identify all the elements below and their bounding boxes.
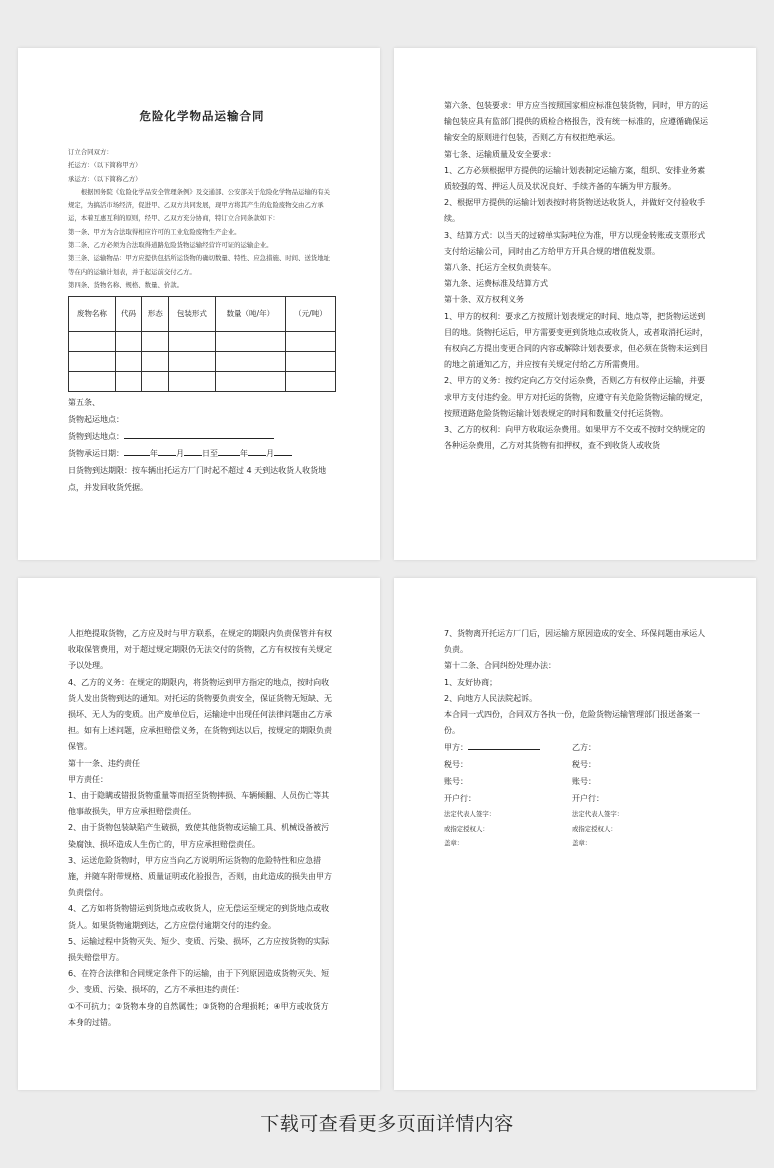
- destination-label: 货物到达地点：: [68, 432, 124, 442]
- arrival-deadline: 日货物到达期限：按车辆出托运方厂门时起不超过 4 天到达收货人收货地点，并发回收货凭据。: [68, 466, 327, 493]
- page-2-content: [444, 98, 712, 454]
- article-7-item-1: 1、乙方必须根据甲方提供的运输计划表制定运输方案，组织、安排业务素质较强的驾、押运人员及状况良好、手续齐备的车辆为甲方服务。: [444, 165, 706, 192]
- table-cell: [215, 372, 285, 392]
- document-page-2: [394, 48, 756, 560]
- table-header-cell: 包装形式: [169, 297, 216, 332]
- party-b-label: 乙方：: [572, 743, 596, 753]
- party-a-line: 托运方：（以下简称甲方）: [68, 161, 142, 170]
- article-10-item-3: 3、乙方的权利：向甲方收取运杂费用。如果甲方不交或不按时交纳规定的各种运杂费用，乙方对其货物有扣押权，查不到收货人或收货: [444, 425, 706, 451]
- article-8: 第八条、托运方全权负责装车。: [444, 263, 556, 273]
- party-b-line: 承运方：（以下简称乙方）: [68, 174, 142, 183]
- page-1-content: [68, 108, 336, 496]
- table-cell: [215, 332, 285, 352]
- table-cell: [285, 372, 335, 392]
- table-row: [69, 332, 336, 352]
- item-7: 7、货物离开托运方厂门后，因运输方原因造成的安全、环保问题由承运人负责。: [444, 629, 706, 655]
- carrier-obligations: 4、乙方的义务：在规定的期限内，将货物运到甲方指定的地点，按时向收货人发出货物到达的通知。对托运的货物要负责安全，保证货物无短缺、无损坏、无人为的变质。出产废单位后，运输途中出现任何法律问题由乙方承担。如有上述问题，应承担赔偿义务，在货物到达以后，按规定的期限负责保管。: [68, 677, 332, 752]
- article-1: 第一条、甲方为合法取得相应许可的工业危险废物生产企业。: [68, 227, 241, 236]
- article-3: 第三条、运输物品：甲方应提供包括所运货物的确切数量、特性、应急措施、时间、送货地址等在内的运输计划表，并于起运前交付乙方。: [68, 254, 331, 276]
- exemption-list: ①不可抗力；②货物本身的自然属性；③货物的合理损耗；④甲方或收货方本身的过错。: [68, 1001, 329, 1027]
- table-header-cell: 数量（吨/年）: [215, 297, 285, 332]
- party-a-account-label: 账号：: [444, 777, 468, 787]
- article-4: 第四条、货物名称、规格、数量、价款。: [68, 280, 184, 289]
- party-b-agent-label: 或指定授权人：: [572, 824, 617, 833]
- dispute-option-2: 2、向地方人民法院起诉。: [444, 693, 538, 703]
- parties-intro: 订立合同双方：: [68, 148, 113, 156]
- download-more-banner[interactable]: 下载可查看更多页面详情内容: [260, 1113, 514, 1135]
- legal-rep-row: [444, 807, 712, 822]
- party-b-bank-label: 开户行：: [572, 794, 604, 804]
- party-a-tax-label: 税号：: [444, 760, 468, 770]
- party-a-blank: [468, 740, 540, 750]
- table-header-cell: 形态: [142, 297, 169, 332]
- article-10: 第十条、双方权利义务: [444, 295, 524, 305]
- article-9: 第九条、运费标准及结算方式: [444, 279, 548, 289]
- copies-clause: 本合同一式四份，合同双方各执一份，危险货物运输管理部门报送备案一份。: [444, 710, 700, 736]
- document-page-3: [18, 578, 380, 1090]
- table-header-cell: （元/吨）: [285, 297, 335, 332]
- article-7-item-3: 3、结算方式：以当天的过磅单实际吨位为准，甲方以现金转账或支票形式支付给运输公司，同时由乙方给甲方开具合规的增值税发票。: [444, 230, 706, 256]
- table-cell: [115, 372, 142, 392]
- destination-line: [68, 428, 336, 445]
- tax-number-row: [444, 756, 712, 773]
- party-a-legal-rep-label: 法定代表人签字：: [444, 810, 496, 819]
- article-7: 第七条、运输质量及安全要求：: [444, 149, 556, 159]
- page-3-content: [68, 626, 336, 1031]
- document-title: 危险化学物品运输合同: [139, 109, 265, 123]
- party-b-account-label: 账号：: [572, 777, 596, 787]
- origin-line: 货物起运地点：: [68, 415, 124, 425]
- dispute-option-1: 1、友好协商；: [444, 677, 498, 687]
- article-10-item-2: 2、甲方的义务：按约定向乙方交付运杂费，否则乙方有权停止运输，并要求甲方支付违约金。甲方对托运的货物，应遵守有关危险货物运输的规定，按照道路危险货物运输计划表规定的时间和数量交付托运货物。: [444, 376, 708, 418]
- paragraph-continued: 人拒绝提取货物，乙方应及时与甲方联系，在规定的期限内负责保管并有权收取保管费用，对于超过规定期限仍无法交付的货物，乙方有权按有关规定予以处理。: [68, 629, 332, 671]
- table-cell: [142, 372, 169, 392]
- liability-item-6: 6、在符合法律和合同规定条件下的运输，由于下列原因造成货物灭失、短少、变质、污染、损坏的，乙方不承担违约责任：: [68, 969, 330, 995]
- article-5: 第五条、: [68, 398, 100, 408]
- table-cell: [115, 332, 142, 352]
- article-10-item-1: 1、甲方的权利：要求乙方按照计划表规定的时间、地点等，把货物运送到目的地。货物托运后，甲方需要变更到货地点或收货人，或者取消托运时，有权向乙方提出变更合同的内容或解除计划表要求，但必须在货物未运到目的地之前通知乙方，并应按有关规定付给乙方所需费用。: [444, 311, 708, 370]
- article-2: 第二条、乙方必须为合法取得道路危险货物运输经营许可证的运输企业。: [68, 241, 273, 250]
- signature-party-row: [444, 739, 712, 756]
- party-a-agent-label: 或指定授权人：: [444, 824, 489, 833]
- table-cell: [169, 332, 216, 352]
- party-b-tax-label: 税号：: [572, 760, 596, 770]
- date-label: 货物承运日期：: [68, 449, 124, 459]
- table-row: [69, 352, 336, 372]
- table-row: [69, 372, 336, 392]
- table-header-cell: 代码: [115, 297, 142, 332]
- table-cell: [69, 372, 116, 392]
- liability-item-1: 1、由于隐瞒或错报货物重量等而招至货物摔损、车辆倾翻、人员伤亡等其他事故损失，甲方应承担赔偿责任。: [68, 791, 330, 817]
- liability-item-3: 3、运送危险货物时，甲方应当向乙方说明所运货物的危险特性和应急措施，并随车附带规格、质量证明或化验报告，否则，由此造成的损失由甲方负责偿付。: [68, 855, 332, 898]
- document-page-1: [18, 48, 380, 560]
- preamble: 根据国务院《危险化学品安全管理条例》及交通部、公安部关于危险化学物品运输的有关规定，为搞活市场经济，促进甲、乙双方共同发展，现甲方将其产生的危险废物交由乙方承运，本着互惠互利的原则，经甲、乙双方充分协商，特订立合同条款如下：: [68, 187, 331, 223]
- table-cell: [115, 352, 142, 372]
- table-cell: [215, 352, 285, 372]
- table-cell: [142, 332, 169, 352]
- authorized-agent-row: [444, 822, 712, 837]
- goods-table-header-row: [69, 297, 336, 332]
- account-row: [444, 773, 712, 790]
- party-a-seal-label: 盖章：: [444, 839, 464, 848]
- liability-item-4: 4、乙方如将货物错运到货地点或收货人，应无偿运至规定的到货地点或收货人。如果货物逾期到达，乙方应偿付逾期交付的违约金。: [68, 904, 330, 930]
- table-cell: [142, 352, 169, 372]
- goods-table: [68, 296, 336, 392]
- table-cell: [69, 332, 116, 352]
- party-a-label: 甲方：: [444, 743, 468, 753]
- destination-blank: [124, 429, 274, 439]
- article-6: 第六条、包装要求：甲方应当按照国家相应标准包装货物，同时，甲方的运输包装应具有监部门提供的质检合格报告，没有统一标准的，应遵循确保运输安全的原则进行包装，否则乙方有权拒绝承运。: [444, 101, 708, 143]
- article-7-item-2: 2、根据甲方提供的运输计划表按时将货物送达收货人，并做好交付验收手续。: [444, 198, 706, 224]
- table-cell: [285, 332, 335, 352]
- table-header-cell: 废物名称: [69, 297, 116, 332]
- table-cell: [285, 352, 335, 372]
- party-b-seal-label: 盖章：: [572, 839, 592, 848]
- seal-row: [444, 836, 712, 851]
- liability-item-5: 5、运输过程中货物灭失、短少、变质、污染、损坏，乙方应按货物的实际损失赔偿甲方。: [68, 936, 330, 963]
- table-cell: [69, 352, 116, 372]
- page-4-content: [444, 626, 712, 851]
- party-a-responsibility-heading: 甲方责任：: [68, 774, 108, 784]
- liability-item-2: 2、由于货物包装缺陷产生破损，致使其他货物或运输工具、机械设备被污染腐蚀、损坏造成人生伤亡的，甲方应承担赔偿责任。: [68, 823, 330, 849]
- table-cell: [169, 352, 216, 372]
- party-a-bank-label: 开户行：: [444, 794, 476, 804]
- article-12: 第十二条、合同纠纷处理办法：: [444, 661, 556, 671]
- article-11: 第十一条、违约责任: [68, 758, 140, 768]
- document-page-4: [394, 578, 756, 1090]
- party-b-legal-rep-label: 法定代表人签字：: [572, 810, 624, 819]
- carriage-date-line: 货物承运日期： 年 月 日至 年 月: [68, 445, 336, 462]
- table-cell: [169, 372, 216, 392]
- bank-row: [444, 790, 712, 807]
